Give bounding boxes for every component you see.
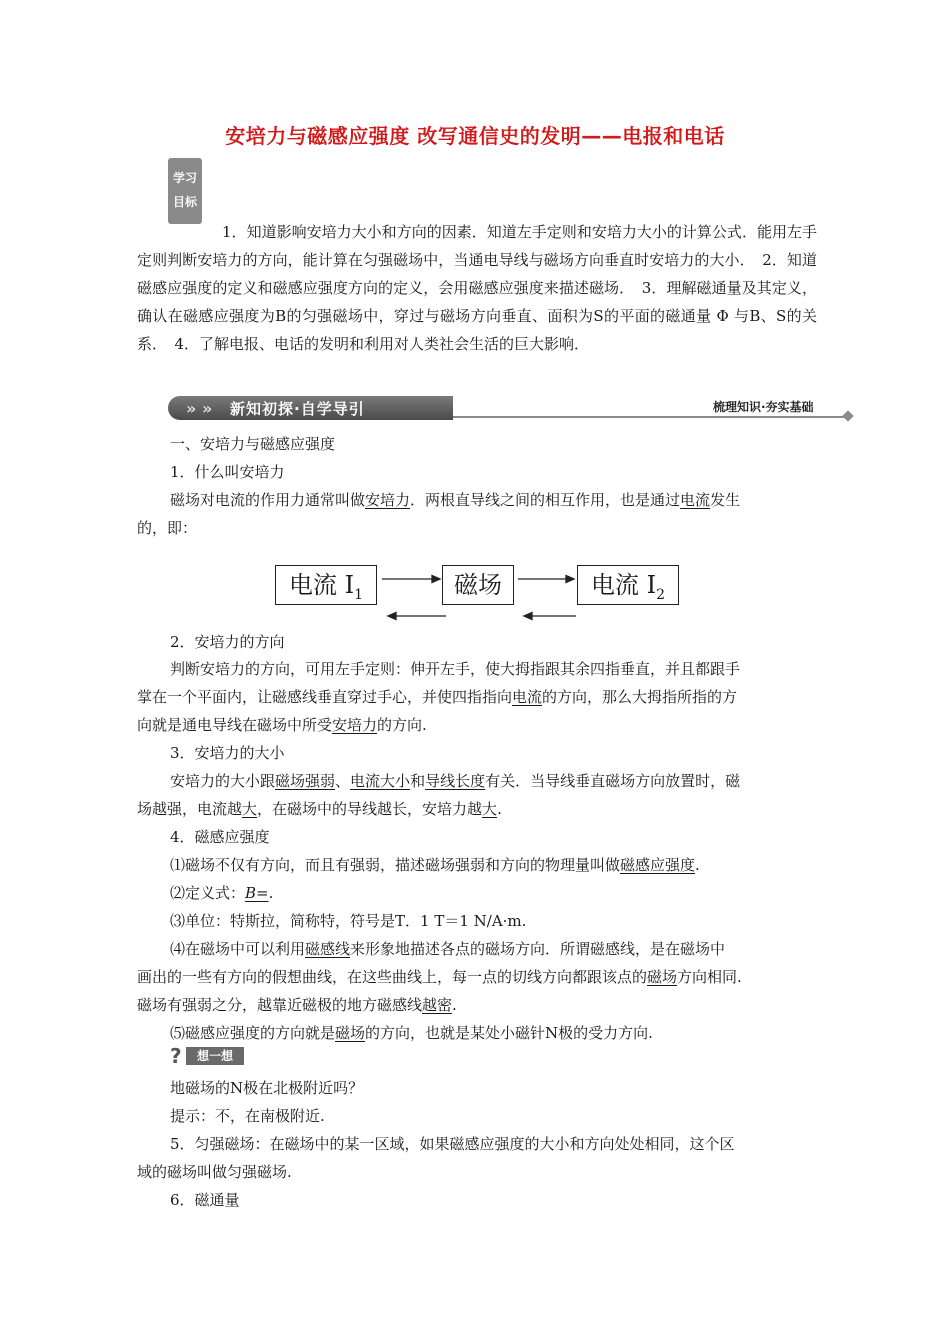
keyword-field-lines: 磁感线: [305, 940, 351, 958]
arrow-head-left-1: [388, 613, 396, 620]
diagram-box-current-2: 电流 $I_2$: [577, 565, 679, 605]
arrow-head-right-2: [566, 576, 574, 583]
diagram-box-field: 磁场: [442, 565, 514, 605]
think-badge: 想一想: [186, 1047, 244, 1065]
banner-rule: [453, 416, 848, 418]
item2-line3: 向就是通电导线在磁场中所受安培力的方向.: [137, 716, 427, 734]
keyword-induction-intensity: 磁感应强度: [620, 856, 696, 874]
arrow-head-right-1: [432, 576, 440, 583]
badge-line-2: 目标: [172, 195, 197, 209]
keyword-current: 电流: [512, 688, 543, 706]
learning-goals-badge: [168, 158, 202, 224]
interaction-diagram: [270, 560, 690, 630]
keyword-large: 大: [242, 800, 258, 818]
item4-sub1: ⑴磁场不仅有方向，而且有强弱，描述磁场强弱和方向的物理量叫做磁感应强度.: [170, 856, 700, 874]
chevron-icon: »: [186, 399, 197, 418]
item5-line2: 域的磁场叫做匀强磁场.: [137, 1163, 292, 1181]
item4-title: 4．磁感应强度: [170, 828, 270, 846]
item4-sub4-line1: ⑷在磁场中可以利用磁感线来形象地描述各点的磁场方向．所谓磁感线，是在磁场中: [170, 940, 726, 958]
item2-title: 2．安培力的方向: [170, 633, 285, 651]
formula-b: B=: [245, 884, 269, 902]
think-hint: 提示：不，在南极附近.: [170, 1107, 325, 1125]
item2-line1: 判断安培力的方向，可用左手定则：伸开左手，使大拇指跟其余四指垂直，并且都跟手: [170, 660, 741, 678]
keyword-ampere-force: 安培力: [332, 716, 378, 734]
item1-line1: 磁场对电流的作用力通常叫做安培力．两根直导线之间的相互作用，也是通过电流发生: [170, 491, 741, 509]
item4-sub2: ⑵定义式：B=.: [170, 884, 274, 902]
item1-line2: 的，即：: [137, 519, 198, 537]
think-question: 地磁场的N极在北极附近吗？: [170, 1079, 364, 1097]
item3-line1: 安培力的大小跟磁场强弱、电流大小和导线长度有关．当导线垂直磁场方向放置时，磁: [170, 772, 741, 790]
item3-title: 3．安培力的大小: [170, 744, 285, 762]
diagram-arrows: [270, 560, 690, 630]
page-title: 安培力与磁感应强度 改写通信史的发明——电报和电话: [225, 124, 725, 148]
keyword-ampere-force: 安培力: [365, 491, 411, 509]
keyword-field: 磁场: [647, 968, 678, 986]
item4-sub3: ⑶单位：特斯拉，简称特，符号是T．1 T＝1 N/A·m.: [170, 912, 527, 930]
keyword-large: 大: [482, 800, 498, 818]
keyword-denser: 越密: [422, 996, 453, 1014]
diamond-icon: [842, 410, 853, 421]
learning-goals-text: 1．知道影响安培力大小和方向的因素．知道左手定则和安培力大小的计算公式．能用左手定则判断安培力的方向，能计算在匀强磁场中，当通电导线与磁场方向垂直时安培力的大小． 2．知道磁感应强度的定义和磁感应强度方向的定义，会用磁感应强度来描述磁场． 3．理解磁通量及其定义，确认在磁感应强度为B的匀强磁场中，穿过与磁场方向垂直、面积为S的平面的磁通量 Φ 与B、S的关系． 4．了解电报、电话的发明和利用对人类社会生活的巨大影响．: [137, 223, 817, 353]
banner-subtitle: 梳理知识·夯实基础: [713, 400, 814, 414]
question-icon: ?: [170, 1044, 182, 1068]
item3-line2: 场越强，电流越大，在磁场中的导线越长，安培力越大.: [137, 800, 502, 818]
section-heading: 一、安培力与磁感应强度: [170, 435, 336, 453]
keyword-current-size: 电流大小: [350, 772, 411, 790]
item2-line2: 掌在一个平面内，让磁感线垂直穿过手心，并使四指指向电流的方向，那么大拇指所指的方: [137, 688, 738, 706]
keyword-field: 磁场: [335, 1024, 366, 1042]
badge-line-1: 学习: [172, 171, 197, 185]
item4-sub4-line2: 画出的一些有方向的假想曲线，在这些曲线上，每一点的切线方向都跟该点的磁场方向相同.: [137, 968, 742, 986]
diagram-box-current-1: 电流 $I_1$: [275, 565, 377, 605]
arrow-head-left-2: [524, 613, 532, 620]
item4-sub4-line3: 磁场有强弱之分，越靠近磁极的地方磁感线越密.: [137, 996, 457, 1014]
chevron-icon: »: [202, 399, 213, 418]
item4-sub5: ⑸磁感应强度的方向就是磁场的方向，也就是某处小磁针N极的受力方向.: [170, 1024, 653, 1042]
keyword-current: 电流: [680, 491, 711, 509]
keyword-field-strength: 磁场强弱: [275, 772, 336, 790]
section-banner: [168, 396, 858, 422]
item5-line1: 5．匀强磁场：在磁场中的某一区域，如果磁感应强度的大小和方向处处相同，这个区: [170, 1135, 735, 1153]
item6-title: 6．磁通量: [170, 1191, 240, 1209]
keyword-wire-length: 导线长度: [425, 772, 486, 790]
item1-title: 1．什么叫安培力: [170, 463, 285, 481]
banner-title: 新知初探·自学导引: [230, 400, 365, 418]
